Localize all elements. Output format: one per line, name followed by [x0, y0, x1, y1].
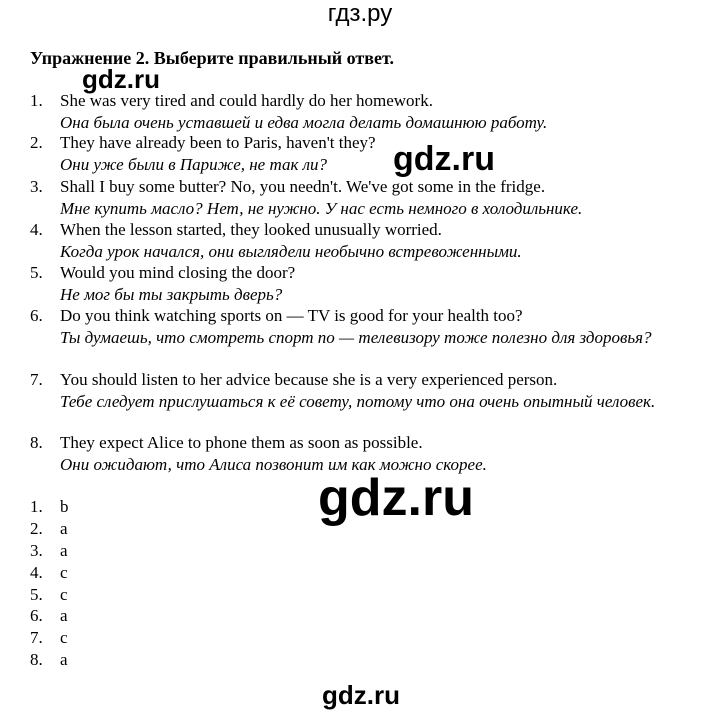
item-number: 5. [30, 263, 43, 282]
russian-translation: Мне купить масло? Нет, не нужно. У нас есть немного в холодильнике. [60, 198, 583, 218]
answer-letter: c [60, 563, 68, 582]
answer-number: 1. [30, 497, 43, 516]
english-sentence: She was very tired and could hardly do her homework. [60, 91, 433, 110]
answer-letter: a [60, 541, 68, 560]
watermark: gdz.ru [322, 680, 400, 710]
answer-letter: a [60, 519, 68, 538]
answer-number: 5. [30, 585, 43, 604]
english-sentence: You should listen to her advice because she is a very experienced person. [60, 370, 558, 389]
answer-number: 2. [30, 519, 43, 538]
english-sentence: Shall I buy some butter? No, you needn't. We've got some in the fridge. [60, 177, 546, 196]
russian-translation: Она была очень уставшей и едва могла делать домашнюю работу. [60, 112, 548, 132]
item-number: 3. [30, 177, 43, 196]
list-item [30, 176, 670, 219]
english-sentence: They expect Alice to phone them as soon as possible. [60, 433, 423, 452]
list-item [30, 262, 670, 305]
russian-translation: Они уже были в Париже, не так ли? [60, 154, 328, 174]
exercise-heading: Упражнение 2. Выберите правильный ответ. [30, 48, 394, 68]
english-sentence: When the lesson started, they looked unusually worried. [60, 220, 442, 239]
item-number: 7. [30, 370, 43, 389]
item-number: 2. [30, 133, 43, 152]
russian-translation: Не мог бы ты закрыть дверь? [60, 284, 283, 304]
list-item [30, 305, 670, 348]
answer-row [30, 627, 68, 648]
list-item [30, 90, 670, 133]
answer-row [30, 540, 68, 561]
list-item [30, 369, 670, 412]
answer-number: 6. [30, 606, 43, 625]
item-number: 8. [30, 433, 43, 452]
answer-number: 3. [30, 541, 43, 560]
answer-number: 7. [30, 628, 43, 647]
site-header: гдз.ру [327, 0, 393, 27]
answer-row [30, 649, 68, 670]
english-sentence: They have already been to Paris, haven't they? [60, 133, 376, 152]
answer-letter: c [60, 585, 68, 604]
answer-row [30, 518, 68, 539]
answer-letter: c [60, 628, 68, 647]
answer-letter: b [60, 497, 69, 516]
answer-number: 8. [30, 650, 43, 669]
russian-translation: Когда урок начался, они выглядели необычно встревоженными. [60, 241, 522, 261]
watermark: gdz.ru [82, 64, 160, 94]
list-item [30, 132, 670, 175]
answer-row [30, 584, 68, 605]
item-number: 1. [30, 91, 43, 110]
list-item [30, 219, 670, 262]
russian-translation: Они ожидают, что Алиса позвонит им как можно скорее. [60, 454, 487, 474]
answer-row [30, 605, 68, 626]
answer-row [30, 496, 69, 517]
answer-number: 4. [30, 563, 43, 582]
answer-letter: a [60, 606, 68, 625]
english-sentence: Do you think watching sports on — TV is good for your health too? [60, 306, 523, 325]
russian-translation: Ты думаешь, что смотреть спорт по — телевизору тоже полезно для здоровья? [60, 327, 652, 347]
item-number: 4. [30, 220, 43, 239]
english-sentence: Would you mind closing the door? [60, 263, 296, 282]
list-item [30, 432, 670, 475]
answer-letter: a [60, 650, 68, 669]
item-number: 6. [30, 306, 43, 325]
answer-row [30, 562, 68, 583]
watermark: gdz.ru [318, 469, 474, 527]
russian-translation: Тебе следует прислушаться к её совету, потому что она очень опытный человек. [60, 391, 656, 411]
watermark: gdz.ru [393, 140, 495, 178]
